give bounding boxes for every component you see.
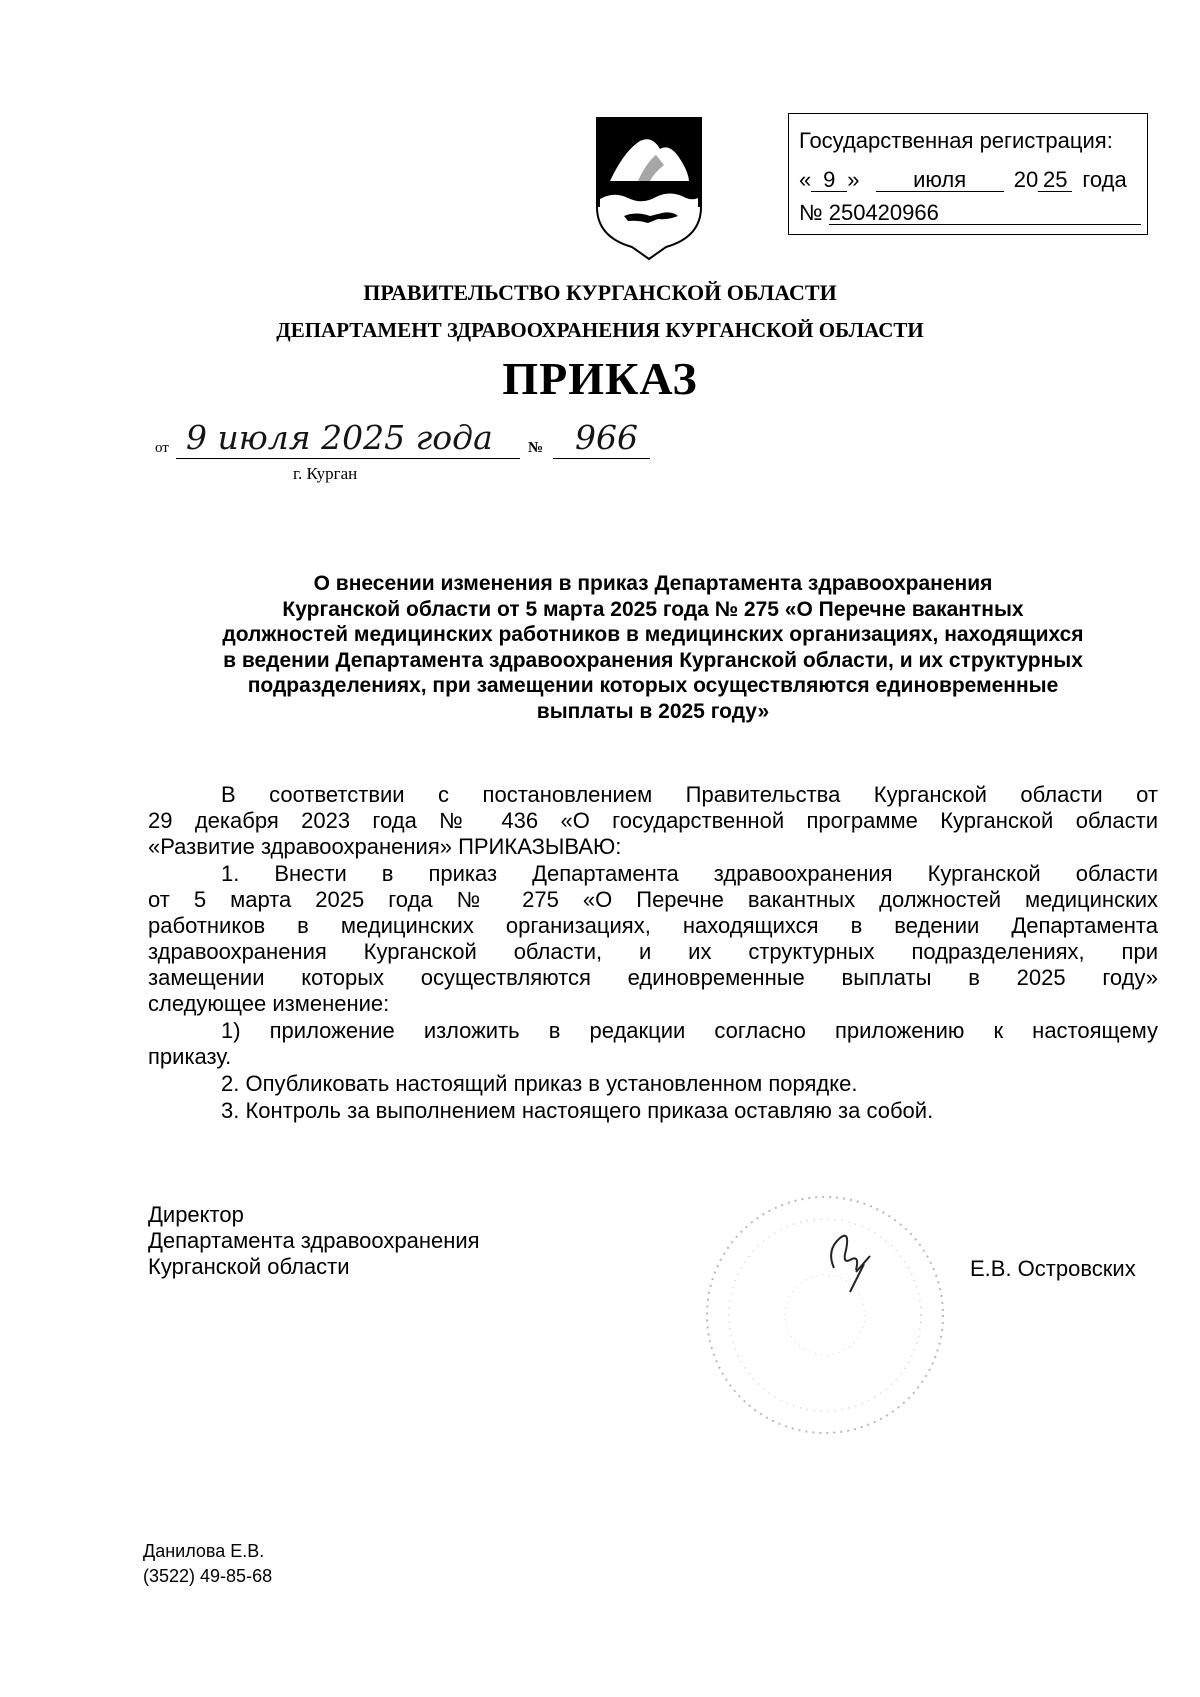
signatory-name: Е.В. Островских [970, 1256, 1136, 1281]
body-line: здравоохранения Курганской области, и их структурных подразделениях, при [148, 939, 1158, 964]
order-number-label: № [528, 440, 544, 456]
signatory-position: Директор [148, 1202, 244, 1227]
registration-month: июля [876, 169, 1004, 192]
title-line: Курганской области от 5 марта 2025 года № 275 «О Перечне вакантных [282, 597, 1024, 621]
government-heading: ПРАВИТЕЛЬСТВО КУРГАНСКОЙ ОБЛАСТИ [363, 280, 837, 305]
body-line: от 5 марта 2025 года № 275 «О Перечне вакантных должностей медицинских [148, 887, 1158, 912]
body-line: замещении которых осуществляются единовременные выплаты в 2025 году» [148, 965, 1158, 990]
body-line: 2. Опубликовать настоящий приказ в установленном порядке. [221, 1071, 858, 1096]
title-line: О внесении изменения в приказ Департамента здравоохранения [313, 572, 993, 595]
date-underline [176, 458, 520, 459]
signatory-position: Департамента здравоохранения [148, 1228, 480, 1253]
title-line: должностей медицинских работников в медицинских организациях, находящихся [222, 623, 1084, 646]
body-line: 29 декабря 2023 года № 436 «О государственной программе Курганской области [148, 808, 1158, 833]
body-line: 3. Контроль за выполнением настоящего приказа оставляю за собой. [221, 1098, 934, 1123]
executor-name: Данилова Е.В. [143, 1541, 265, 1561]
body-line: следующее изменение: [148, 991, 390, 1016]
body-line: 1) приложение изложить в редакции согласно приложению к настоящему [221, 1018, 1158, 1043]
coat-of-arms-emblem [594, 115, 704, 261]
number-underline [553, 458, 650, 459]
department-heading: ДЕПАРТАМЕНТ ЗДРАВООХРАНЕНИЯ КУРГАНСКОЙ ОБЛАСТИ [276, 318, 924, 342]
document-type-title: ПРИКАЗ [502, 353, 698, 404]
registration-date: « 9 » июля 20 25 года [799, 167, 1127, 192]
title-line: выплаты в 2025 году» [536, 699, 770, 723]
registration-heading: Государственная регистрация: [799, 128, 1113, 153]
order-date-handwritten: 9 июля 2025 года [186, 418, 493, 457]
registration-year: 25 [1038, 169, 1072, 192]
order-title [148, 571, 1158, 724]
body-line: 1. Внести в приказ Департамента здравоохранения Курганской области [221, 861, 1158, 886]
date-from-label: от [155, 440, 169, 456]
order-number-handwritten: 966 [575, 418, 638, 457]
body-line: «Развитие здравоохранения» ПРИКАЗЫВАЮ: [148, 834, 622, 859]
title-line: в ведении Департамента здравоохранения Курганской области, и их структурных [223, 648, 1083, 672]
body-line: приказу. [148, 1044, 232, 1069]
registration-number: № 250420966 [799, 202, 1141, 225]
body-line: В соответствии с постановлением Правительства Курганской области от [221, 782, 1158, 807]
registration-day: 9 [811, 169, 847, 192]
city-label: г. Курган [293, 464, 358, 483]
body-line: работников в медицинских организациях, находящихся в ведении Департамента [148, 913, 1158, 938]
handwritten-signature [820, 1220, 900, 1300]
signatory-position: Курганской области [148, 1254, 350, 1279]
registration-box [788, 113, 1148, 235]
executor-phone: (3522) 49-85-68 [143, 1566, 273, 1586]
title-line: подразделениях, при замещении которых осуществляются единовременные [247, 674, 1059, 697]
